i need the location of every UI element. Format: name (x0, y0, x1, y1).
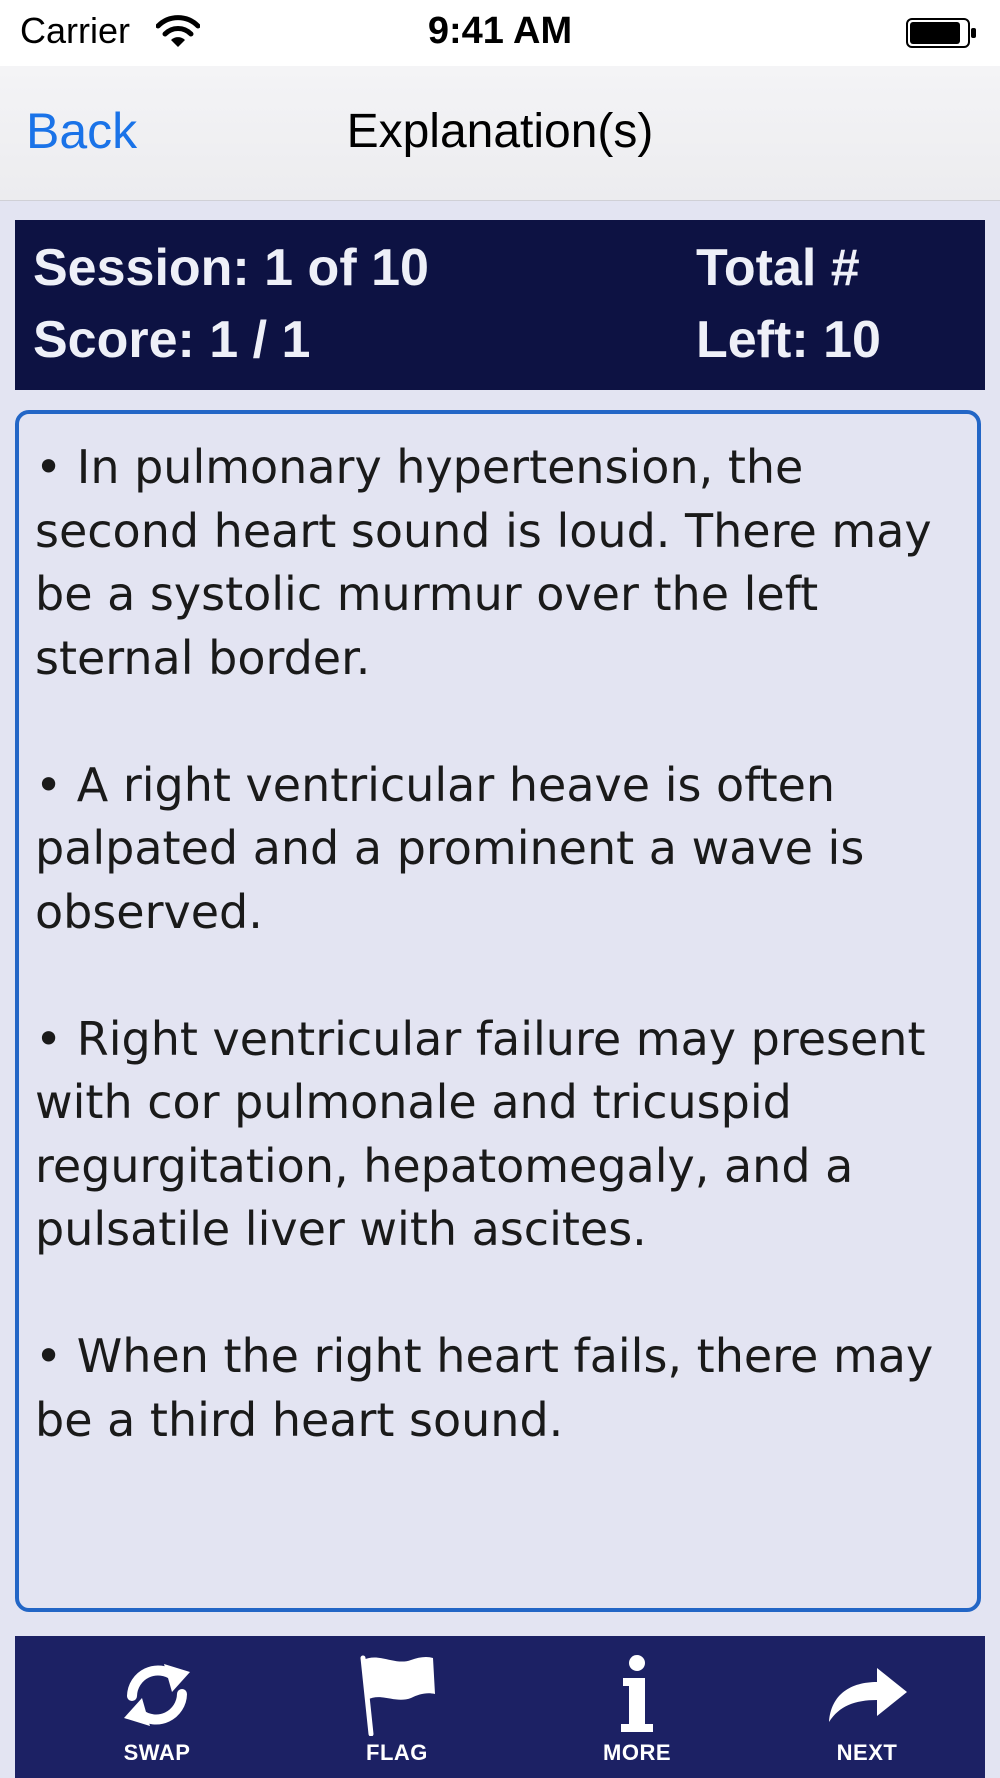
back-button[interactable]: Back (26, 103, 138, 159)
clock: 9:41 AM (427, 10, 573, 52)
explanation-paragraph-3: • Right ventricular failure may present with cor pulmonale and tricuspid regurgitation, hepatomegaly, and a pulsatile liver with ascites. (35, 1011, 926, 1256)
status-bar (0, 0, 1000, 66)
carrier-label: Carrier (20, 10, 131, 51)
session-progress: Session: 1 of 10 (33, 239, 429, 297)
questions-left: Left: 10 (696, 311, 881, 369)
info-icon (615, 1654, 659, 1738)
more-label: MORE (603, 1740, 671, 1765)
battery-icon (906, 18, 978, 48)
swap-button[interactable] (72, 1636, 242, 1778)
page-title: Explanation(s) (346, 105, 654, 158)
explanation-paragraph-4: • When the right heart fails, there may be a third heart sound. (35, 1329, 934, 1447)
flag-icon (357, 1652, 437, 1736)
flag-label: FLAG (366, 1740, 428, 1765)
forward-arrow-icon (825, 1664, 909, 1726)
next-button[interactable] (782, 1636, 952, 1778)
next-label: NEXT (836, 1740, 898, 1765)
flag-button[interactable] (312, 1636, 482, 1778)
bottom-toolbar (15, 1636, 985, 1778)
more-button[interactable] (552, 1636, 722, 1778)
explanation-paragraph-2: • A right ventricular heave is often palpated and a prominent a wave is observed. (35, 757, 865, 939)
swap-icon (120, 1660, 194, 1730)
navigation-bar (0, 66, 1000, 201)
total-label: Total # (696, 239, 860, 297)
swap-label: SWAP (123, 1740, 191, 1765)
explanation-box[interactable] (15, 410, 981, 1612)
explanation-paragraph-1: • In pulmonary hypertension, the second heart sound is loud. There may be a systolic murmur over the left sternal border. (35, 440, 932, 685)
score-text: Score: 1 / 1 (33, 311, 311, 369)
session-panel (15, 220, 985, 390)
